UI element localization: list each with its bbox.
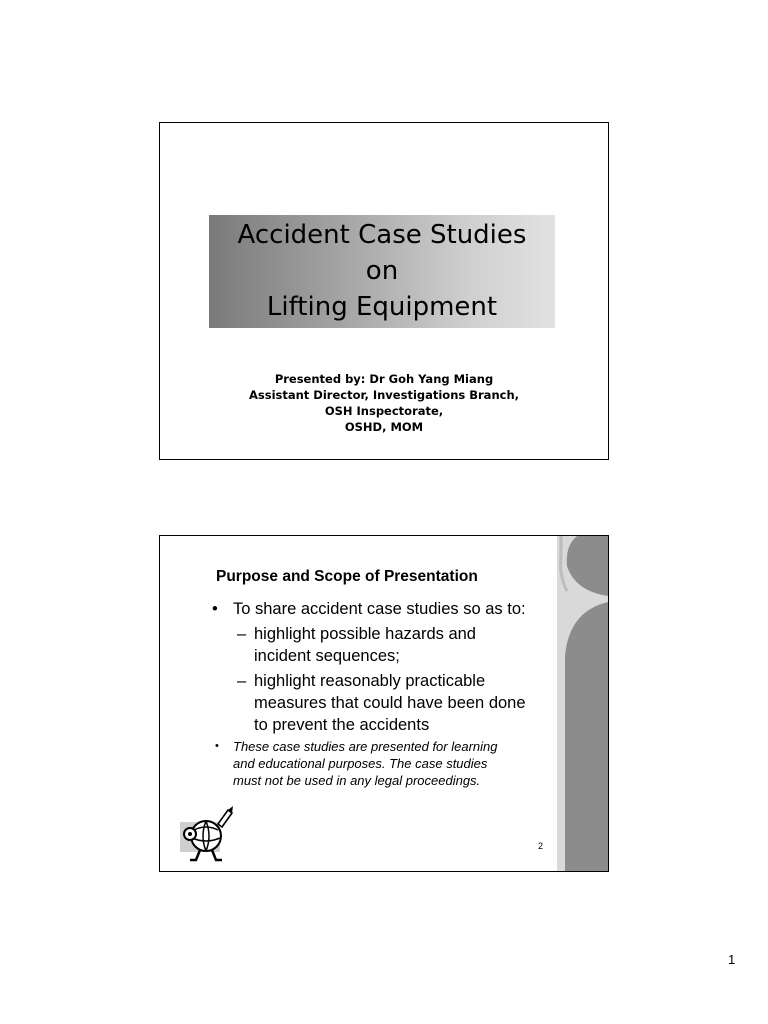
globe-mascot-icon (176, 804, 236, 864)
dash-icon: – (237, 625, 247, 643)
title-line-2: on (365, 256, 399, 286)
sub-bullet-2-line-3: to prevent the accidents (254, 716, 430, 734)
slide-number: 2 (538, 841, 544, 851)
sub-bullet-2 (212, 670, 552, 736)
note-line-1: These case studies are presented for learning (233, 739, 498, 754)
sub-bullet-2-line-1: highlight reasonably practicable (254, 672, 486, 690)
disclaimer-note (212, 738, 552, 789)
purpose-slide (159, 535, 609, 872)
presenter-line-1: Presented by: Dr Goh Yang Miang (274, 372, 494, 386)
note-line-2: and educational purposes. The case studies (233, 756, 488, 771)
sub-bullet-2-line-2: measures that could have been done (254, 694, 526, 712)
decorative-side-shape (557, 536, 608, 872)
presenter-line-2: Assistant Director, Investigations Branch, (248, 388, 520, 402)
note-line-3: must not be used in any legal proceedings. (233, 773, 481, 788)
sub-bullet-1-line-2: incident sequences; (254, 647, 400, 665)
bullet-icon: • (212, 600, 218, 618)
sub-bullet-1 (212, 623, 552, 667)
slide-heading: Purpose and Scope of Presentation (216, 568, 478, 585)
bullet-icon: • (215, 740, 219, 752)
presenter-line-3: OSH Inspectorate, (324, 404, 444, 418)
title-line-3: Lifting Equipment (266, 292, 498, 322)
presenter-line-4: OSHD, MOM (344, 420, 424, 434)
bullet-list (212, 598, 552, 736)
title-line-1: Accident Case Studies (237, 220, 527, 250)
document-page-number: 1 (728, 952, 736, 967)
presenter-info (160, 371, 608, 435)
slide-title-box (209, 215, 555, 328)
title-slide (159, 122, 609, 460)
bullet-text: To share accident case studies so as to: (233, 600, 526, 618)
bullet-item (212, 598, 552, 620)
dash-icon: – (237, 672, 247, 690)
sub-bullet-1-line-1: highlight possible hazards and (254, 625, 476, 643)
